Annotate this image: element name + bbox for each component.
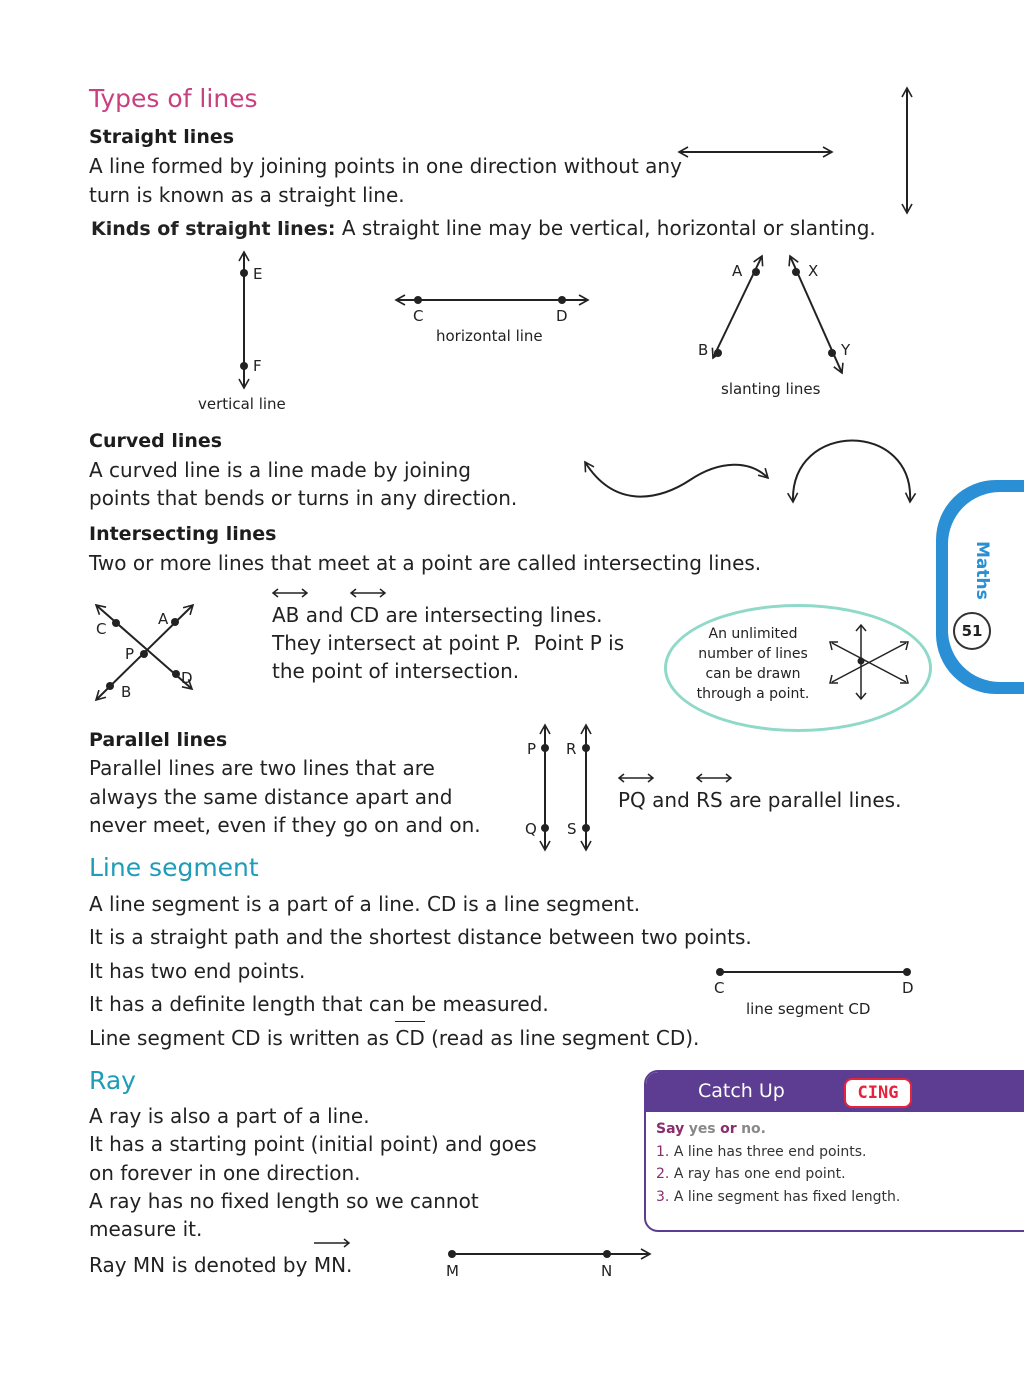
point-int-b [106,682,114,690]
point-r [582,744,590,752]
heading-intersecting-lines: Intersecting lines [89,523,277,545]
segment-text-5: Line segment CD is written as CD (read as line segment CD). [89,1024,699,1053]
point-y [828,349,836,357]
point-d [558,296,566,304]
curved-lines-text-2: points that bends or turns in any direction. [89,486,518,510]
line-cd-notation: CD [350,601,379,630]
ray-text-2: It has a starting point (initial point) and goes [89,1132,537,1156]
straight-lines-text-2: turn is known as a straight line. [89,183,405,207]
catch-up-card [644,1070,1024,1232]
parallel-lines-text-1: Parallel lines are two lines that are [89,756,435,780]
label-ray-n: N [601,1262,613,1280]
title-ray: Ray [89,1066,136,1095]
curved-lines-text-1: A curved line is a line made by joining [89,458,471,482]
point-p [541,744,549,752]
line-rs-notation: RS [696,786,723,815]
title-line-segment: Line segment [89,853,259,882]
label-seg-d: D [902,979,914,997]
label-y: Y [841,341,851,359]
double-arrow-icon [348,587,388,599]
label-par-q: Q [525,820,537,838]
catch-up-item: 3. A line segment has fixed length. [656,1188,901,1205]
label-b: B [698,341,709,359]
catch-up-header [646,1072,1024,1112]
ray-text-3: on forever in one direction. [89,1161,361,1185]
caption-slanting-lines: slanting lines [721,380,821,398]
label-ray-m: M [446,1262,459,1280]
page-number: 51 [953,612,991,650]
straight-lines-text-1: A line formed by joining points in one direction without any [89,154,682,178]
label-x: X [808,262,819,280]
label-par-r: R [566,740,577,758]
caption-horizontal-line: horizontal line [436,327,543,345]
catch-up-instruction: Say yes or no. [656,1121,766,1137]
note-text: An unlimited number of lines can be drawn through a point. [696,626,810,702]
ray-text-4: A ray has no fixed length so we cannot [89,1189,479,1213]
seg-point-c [716,968,724,976]
title-types-of-lines: Types of lines [89,84,258,113]
ray-text-1: A ray is also a part of a line. [89,1104,370,1128]
caption-line-segment: line segment CD [746,1000,871,1018]
subject-label: Maths [972,540,992,600]
segment-text-2: It is a straight path and the shortest distance between two points. [89,925,752,949]
intersecting-lines-text-4: the point of intersection. [272,659,520,683]
point-int-p [140,650,148,658]
heading-straight-lines: Straight lines [89,126,235,148]
caption-vertical-line: vertical line [198,395,286,413]
ray-text-5: measure it. [89,1217,203,1241]
line-pq-notation: PQ [618,786,646,815]
cing-badge: CING [844,1078,912,1108]
catch-up-title: Catch Up [698,1080,785,1102]
curved-line-wave [585,462,768,497]
ray-point-n [603,1250,611,1258]
segment-cd-notation: CD [395,1024,424,1053]
label-f: F [253,357,262,375]
segment-text-1: A line segment is a part of a line. CD is a line segment. [89,892,641,916]
point-s [582,824,590,832]
point-f [240,362,248,370]
label-e: E [253,265,263,283]
point-int-c [112,619,120,627]
label-int-b: B [121,683,132,701]
label-a: A [732,262,743,280]
point-a [752,268,760,276]
point-int-d [172,670,180,678]
parallel-lines-statement: PQ and RS are parallel lines. [618,786,901,815]
parallel-lines-text-3: never meet, even if they go on and on. [89,813,481,837]
intersecting-lines-text-1: Two or more lines that meet at a point are called intersecting lines. [89,551,762,575]
label-seg-c: C [714,979,725,997]
line-ab-notation: AB [272,601,299,630]
ray-mn-notation: MN [314,1251,346,1280]
double-arrow-icon [270,587,310,599]
label-int-c: C [96,620,107,638]
label-par-s: S [567,820,577,838]
point-c [414,296,422,304]
parallel-lines-text-2: always the same distance apart and [89,785,453,809]
label-d: D [556,307,568,325]
intersecting-lines-text-2: AB and CD are intersecting lines. [272,601,603,630]
catch-up-item: 2. A ray has one end point. [656,1166,846,1182]
ray-point-m [448,1250,456,1258]
point-int-a [171,618,179,626]
intersecting-lines-text-3: They intersect at point P. Point P is [272,631,625,655]
label-int-a: A [158,610,169,628]
double-arrow-icon [694,772,734,784]
label-c: C [413,307,424,325]
segment-text-3: It has two end points. [89,959,306,983]
ray-text-6: Ray MN is denoted by MN. [89,1251,352,1280]
curved-line-arc [793,441,910,503]
catch-up-item: 1. A line has three end points. [656,1143,867,1160]
label-int-p: P [125,645,135,663]
double-arrow-icon [616,772,656,784]
kinds-text: A straight line may be vertical, horizontal or slanting. [335,216,876,240]
point-q [541,824,549,832]
ray-arrow-icon [312,1237,352,1249]
point-e [240,269,248,277]
kinds-label: Kinds of straight lines: [91,218,336,240]
label-par-p: P [527,740,537,758]
catch-up-body [656,1118,900,1208]
point-x [792,268,800,276]
seg-point-d [903,968,911,976]
kinds-of-straight-lines [91,214,876,244]
heading-parallel-lines: Parallel lines [89,729,228,751]
point-b [714,349,722,357]
heading-curved-lines: Curved lines [89,430,223,452]
label-int-d: D [181,669,193,687]
segment-text-4: It has a definite length that can be measured. [89,992,549,1016]
